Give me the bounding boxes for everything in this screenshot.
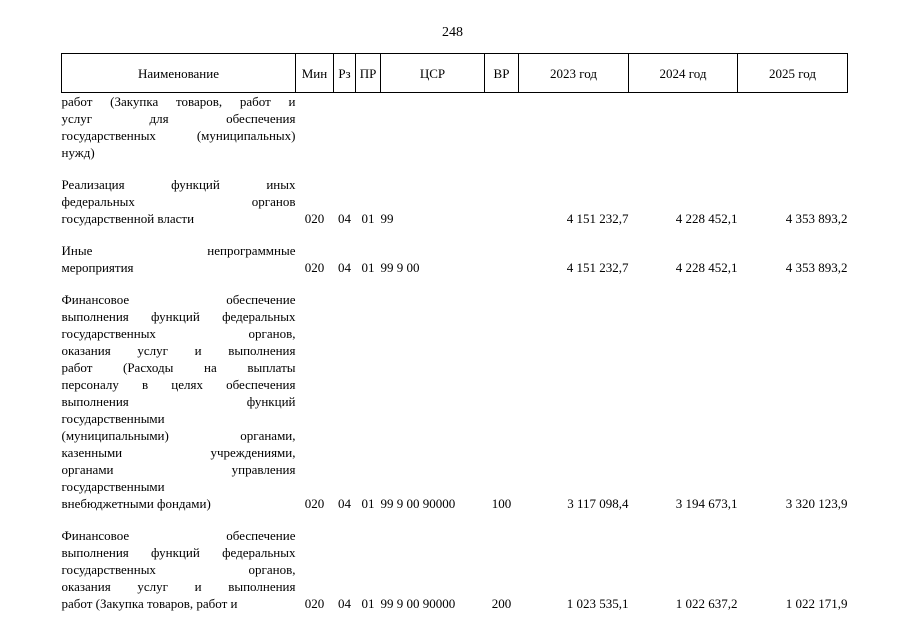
header-vr: ВР — [485, 54, 519, 93]
row-name-line: выполнения функций федеральных — [61, 545, 296, 560]
row-vr — [485, 93, 519, 162]
row-2024: 4 228 452,1 — [675, 211, 738, 226]
row-2024: 3 194 673,1 — [675, 496, 738, 511]
header-csr: ЦСР — [381, 54, 485, 93]
row-min: 020 — [304, 596, 325, 611]
row-name-line: Финансовое обеспечение — [61, 528, 296, 543]
row-name-line: государственными — [61, 479, 165, 494]
row-name — [62, 176, 296, 227]
row-spacer — [62, 512, 848, 527]
row-name-line: государственных органов, — [61, 326, 296, 341]
row-name-line: работ (Закупка товаров, работ и — [61, 94, 296, 109]
row-vr: 100 — [491, 496, 512, 511]
row-name-line: оказания услуг и выполнения — [61, 343, 296, 358]
row-name-line: государственных (муниципальных) — [61, 128, 296, 143]
row-pr: 01 — [361, 211, 375, 226]
row-name — [62, 93, 296, 162]
row-min: 020 — [304, 211, 325, 226]
row-rz: 04 — [338, 596, 351, 611]
row-name-line: Реализация функций иных — [61, 177, 296, 192]
row-pr: 01 — [361, 596, 375, 611]
table-row — [62, 93, 848, 162]
row-pr: 01 — [361, 260, 375, 275]
row-spacer — [62, 227, 848, 242]
table-row — [62, 242, 848, 276]
row-vr: 200 — [491, 596, 512, 611]
row-vr — [485, 242, 519, 276]
row-name — [62, 527, 296, 612]
table-header — [62, 54, 848, 93]
row-csr: 99 9 00 — [380, 260, 420, 275]
row-name-line: государственными — [61, 411, 165, 426]
row-2025: 4 353 893,2 — [785, 211, 848, 226]
header-2023: 2023 год — [519, 54, 629, 93]
row-min — [296, 93, 334, 162]
table-row — [62, 291, 848, 512]
row-vr — [485, 176, 519, 227]
row-name-line: нужд) — [61, 145, 95, 160]
row-2023: 4 151 232,7 — [566, 211, 629, 226]
header-min: Мин — [296, 54, 334, 93]
row-2025: 4 353 893,2 — [785, 260, 848, 275]
row-rz: 04 — [338, 260, 351, 275]
header-name: Наименование — [62, 54, 296, 93]
header-2025: 2025 год — [738, 54, 848, 93]
row-name-line: государственной власти — [61, 211, 195, 226]
row-name-line: (муниципальными) органами, — [61, 428, 296, 443]
row-2025: 1 022 171,9 — [785, 596, 848, 611]
row-2023: 3 117 098,4 — [567, 496, 629, 511]
page-number: 248 — [442, 25, 463, 40]
header-pr: ПР — [356, 54, 381, 93]
row-spacer — [62, 161, 848, 176]
row-rz — [334, 93, 356, 162]
row-name-line: внебюджетными фондами) — [61, 496, 211, 511]
row-2024: 1 022 637,2 — [675, 596, 738, 611]
row-name-line: выполнения функций — [61, 394, 296, 409]
row-2023 — [519, 93, 629, 162]
row-2023: 1 023 535,1 — [566, 596, 629, 611]
row-name-line: государственных органов, — [61, 562, 296, 577]
row-name-line: оказания услуг и выполнения — [61, 579, 296, 594]
row-min: 020 — [304, 260, 325, 275]
row-pr — [356, 93, 381, 162]
row-2025: 3 320 123,9 — [785, 496, 848, 511]
row-pr: 01 — [361, 496, 375, 511]
row-csr: 99 9 00 90000 — [380, 496, 456, 511]
row-name-line: работ (Закупка товаров, работ и — [61, 596, 238, 611]
row-2024: 4 228 452,1 — [675, 260, 738, 275]
row-name-line: мероприятия — [61, 260, 134, 275]
row-name-line: услуг для обеспечения — [61, 111, 296, 126]
row-min: 020 — [304, 496, 325, 511]
row-2023: 4 151 232,7 — [566, 260, 629, 275]
row-name — [62, 242, 296, 276]
header-rz: Рз — [334, 54, 356, 93]
row-name-line: персоналу в целях обеспечения — [61, 377, 296, 392]
row-csr: 99 — [380, 211, 394, 226]
budget-table — [61, 53, 848, 612]
row-name-line: казенными учреждениями, — [61, 445, 296, 460]
row-name-line: органами управления — [61, 462, 296, 477]
table-body — [62, 93, 848, 613]
row-name-line: Финансовое обеспечение — [61, 292, 296, 307]
row-2025 — [738, 93, 848, 162]
row-name-line: федеральных органов — [61, 194, 296, 209]
table-row — [62, 176, 848, 227]
row-csr — [381, 93, 485, 162]
header-2024: 2024 год — [629, 54, 738, 93]
row-rz: 04 — [338, 496, 351, 511]
row-spacer — [62, 276, 848, 291]
row-csr: 99 9 00 90000 — [380, 596, 456, 611]
row-name — [62, 291, 296, 512]
table-row — [62, 527, 848, 612]
row-2024 — [629, 93, 738, 162]
row-name-line: работ (Расходы на выплаты — [61, 360, 296, 375]
row-name-line: выполнения функций федеральных — [61, 309, 296, 324]
row-rz: 04 — [338, 211, 351, 226]
row-name-line: Иные непрограммные — [61, 243, 296, 258]
